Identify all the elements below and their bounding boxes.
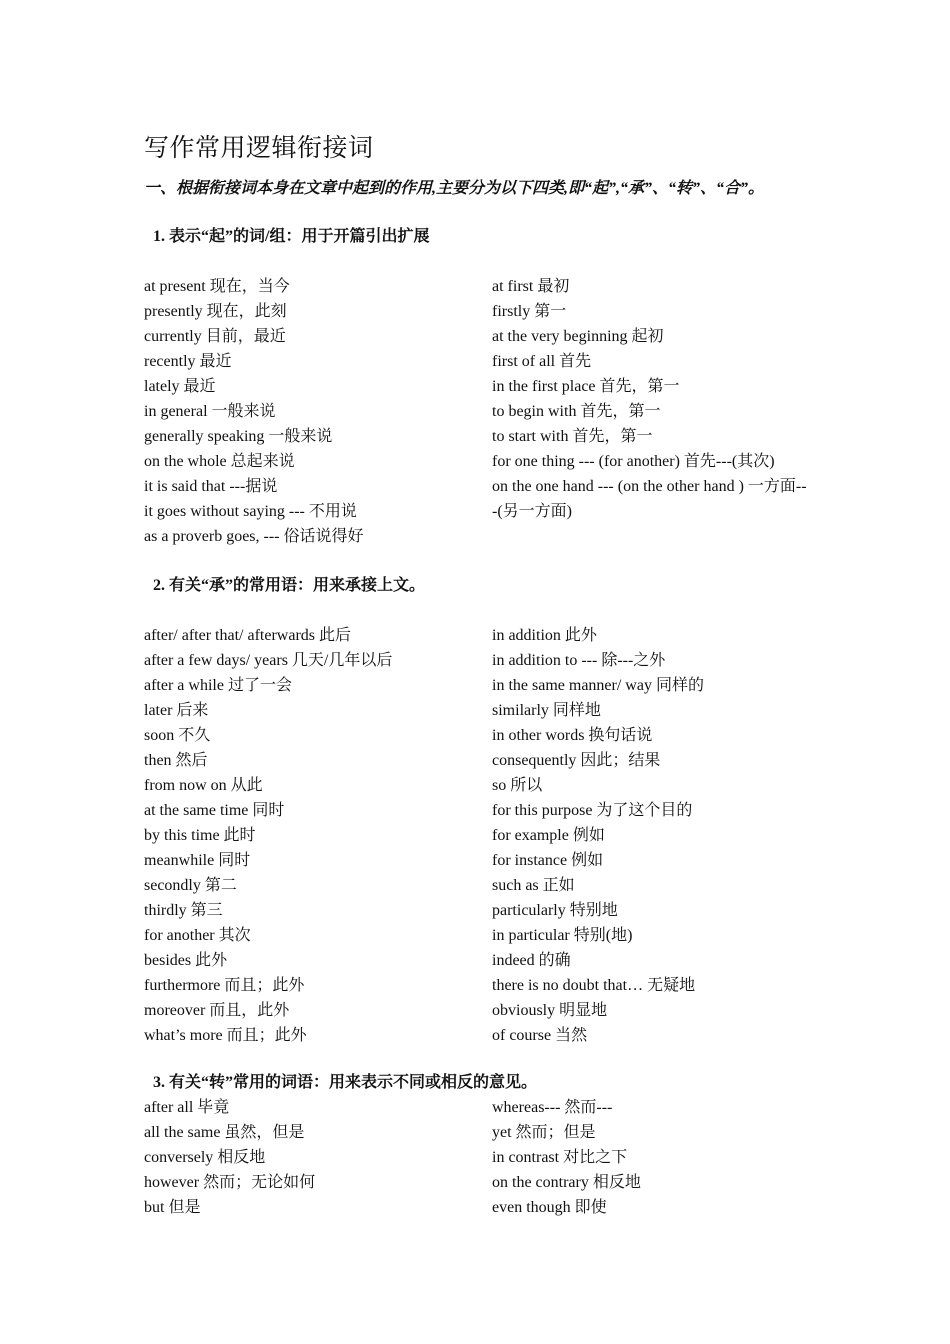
list-item: in the first place 首先，第一 bbox=[492, 378, 680, 395]
list-item: of course 当然 bbox=[492, 1027, 588, 1044]
list-item: to begin with 首先，第一 bbox=[492, 403, 661, 420]
section-2-right-list bbox=[492, 623, 822, 1048]
list-item: for this purpose 为了这个目的 bbox=[492, 802, 693, 819]
list-item: whereas--- 然而--- bbox=[492, 1099, 613, 1116]
list-item: recently 最近 bbox=[144, 353, 232, 370]
list-item: from now on 从此 bbox=[144, 777, 263, 794]
list-item: besides 此外 bbox=[144, 952, 228, 969]
list-item: after a few days/ years 几天/几年以后 bbox=[144, 652, 393, 669]
list-item: it goes without saying --- 不用说 bbox=[144, 503, 357, 520]
list-item: in particular 特别(地) bbox=[492, 927, 633, 944]
section-3-heading: 3. 有关“转”常用的词语：用来表示不同或相反的意见。 bbox=[153, 1074, 538, 1091]
list-item: firstly 第一 bbox=[492, 303, 567, 320]
list-item: after/ after that/ afterwards 此后 bbox=[144, 627, 352, 644]
list-item: even though 即使 bbox=[492, 1199, 607, 1216]
list-item: moreover 而且，此外 bbox=[144, 1002, 290, 1019]
section-1-heading: 1. 表示“起”的词/组：用于开篇引出扩展 bbox=[153, 228, 430, 245]
list-item: for another 其次 bbox=[144, 927, 251, 944]
list-item: at first 最初 bbox=[492, 278, 570, 295]
list-item: on the whole 总起来说 bbox=[144, 453, 295, 470]
list-item: similarly 同样地 bbox=[492, 702, 601, 719]
list-item: so 所以 bbox=[492, 777, 543, 794]
section-3-left-list bbox=[144, 1095, 474, 1220]
list-item: later 后来 bbox=[144, 702, 209, 719]
section-1-right-list bbox=[492, 274, 822, 524]
list-item: indeed 的确 bbox=[492, 952, 571, 969]
list-item: there is no doubt that… 无疑地 bbox=[492, 977, 696, 994]
list-item: at the very beginning 起初 bbox=[492, 328, 664, 345]
list-item: on the one hand --- (on the other hand ) 一方面---(另一方面) bbox=[492, 478, 807, 520]
list-item: obviously 明显地 bbox=[492, 1002, 608, 1019]
list-item: currently 目前，最近 bbox=[144, 328, 286, 345]
list-item: after all 毕竟 bbox=[144, 1099, 230, 1116]
list-item: in contrast 对比之下 bbox=[492, 1149, 628, 1166]
section-3-right-list bbox=[492, 1095, 822, 1220]
list-item: on the contrary 相反地 bbox=[492, 1174, 641, 1191]
list-item: first of all 首先 bbox=[492, 353, 592, 370]
list-item: then 然后 bbox=[144, 752, 208, 769]
list-item: for one thing --- (for another) 首先---(其次) bbox=[492, 453, 775, 470]
section-2-heading: 2. 有关“承”的常用语：用来承接上文。 bbox=[153, 577, 426, 594]
page-title: 写作常用逻辑衔接词 bbox=[144, 135, 374, 162]
list-item: meanwhile 同时 bbox=[144, 852, 251, 869]
list-item: to start with 首先，第一 bbox=[492, 428, 653, 445]
list-item: after a while 过了一会 bbox=[144, 677, 292, 694]
list-item: yet 然而；但是 bbox=[492, 1124, 596, 1141]
list-item: furthermore 而且；此外 bbox=[144, 977, 305, 994]
list-item: in other words 换句话说 bbox=[492, 727, 653, 744]
list-item: however 然而；无论如何 bbox=[144, 1174, 316, 1191]
list-item: thirdly 第三 bbox=[144, 902, 223, 919]
list-item: particularly 特别地 bbox=[492, 902, 618, 919]
list-item: generally speaking 一般来说 bbox=[144, 428, 333, 445]
list-item: but 但是 bbox=[144, 1199, 201, 1216]
list-item: what’s more 而且；此外 bbox=[144, 1027, 307, 1044]
list-item: all the same 虽然，但是 bbox=[144, 1124, 305, 1141]
list-item: conversely 相反地 bbox=[144, 1149, 266, 1166]
list-item: secondly 第二 bbox=[144, 877, 237, 894]
intro-paragraph: 一、根据衔接词本身在文章中起到的作用,主要分为以下四类,即“起”,“承”、“转”、“合”。 bbox=[144, 180, 765, 197]
list-item: in the same manner/ way 同样的 bbox=[492, 677, 704, 694]
list-item: such as 正如 bbox=[492, 877, 575, 894]
list-item: consequently 因此；结果 bbox=[492, 752, 661, 769]
list-item: in addition to --- 除---之外 bbox=[492, 652, 666, 669]
list-item: for example 例如 bbox=[492, 827, 605, 844]
section-2-left-list bbox=[144, 623, 474, 1048]
section-1-left-list bbox=[144, 274, 474, 549]
list-item: lately 最近 bbox=[144, 378, 216, 395]
list-item: soon 不久 bbox=[144, 727, 211, 744]
list-item: in general 一般来说 bbox=[144, 403, 276, 420]
list-item: in addition 此外 bbox=[492, 627, 597, 644]
list-item: as a proverb goes, --- 俗话说得好 bbox=[144, 528, 364, 545]
list-item: at present 现在，当今 bbox=[144, 278, 290, 295]
list-item: at the same time 同时 bbox=[144, 802, 285, 819]
list-item: by this time 此时 bbox=[144, 827, 256, 844]
list-item: presently 现在，此刻 bbox=[144, 303, 287, 320]
list-item: for instance 例如 bbox=[492, 852, 604, 869]
list-item: it is said that ---据说 bbox=[144, 478, 278, 495]
